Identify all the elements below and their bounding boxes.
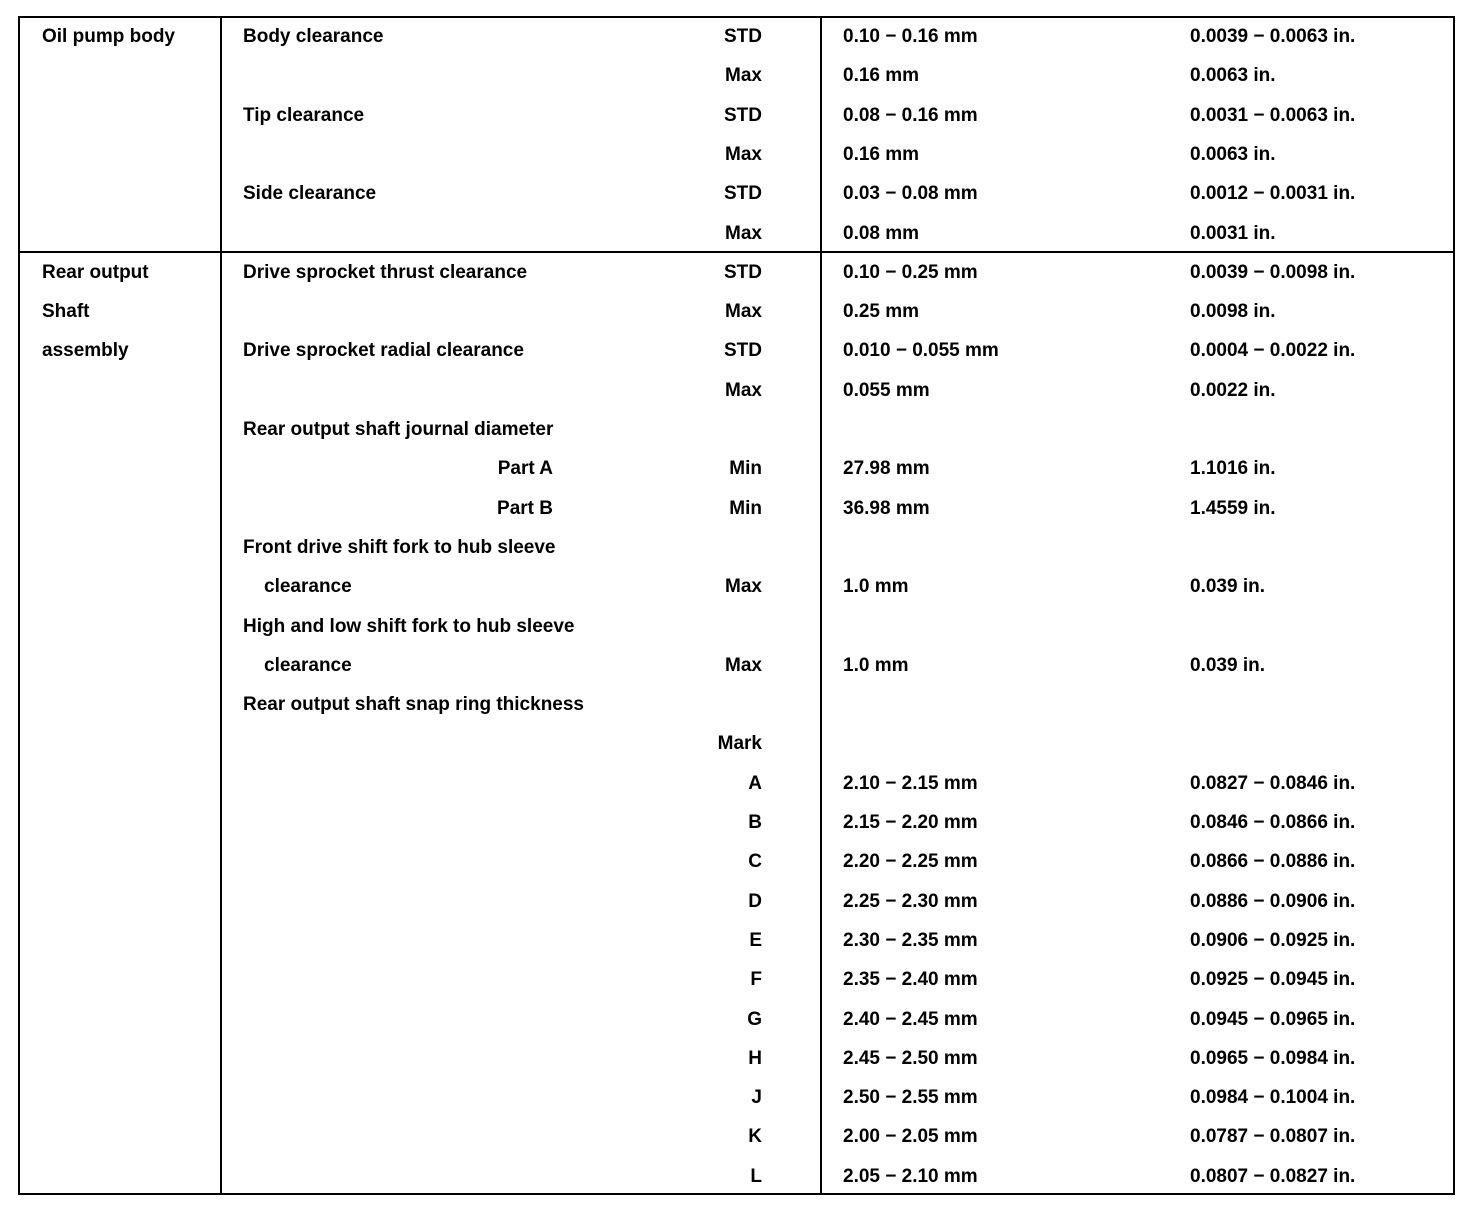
value-mm: 2.00 − 2.05 mm bbox=[843, 1126, 978, 1148]
condition-label: Max bbox=[725, 379, 762, 401]
item-label: Side clearance bbox=[243, 183, 377, 205]
value-inch: 0.0063 in. bbox=[1190, 143, 1276, 165]
column-divider bbox=[820, 18, 822, 1193]
condition-label: L bbox=[750, 1165, 762, 1187]
item-label: Drive sprocket thrust clearance bbox=[243, 261, 528, 283]
item-label: Front drive shift fork to hub sleeve bbox=[243, 536, 556, 558]
item-label: Tip clearance bbox=[243, 104, 365, 126]
value-inch: 0.0031 in. bbox=[1190, 222, 1276, 244]
item-label: Rear output shaft journal diameter bbox=[243, 419, 554, 440]
part-label: Part B bbox=[497, 497, 553, 519]
value-mm: 2.05 − 2.10 mm bbox=[843, 1165, 978, 1187]
value-inch: 0.0827 − 0.0846 in. bbox=[1190, 772, 1356, 794]
condition-label: Max bbox=[725, 301, 762, 323]
group-label: Oil pump body bbox=[42, 26, 175, 47]
value-inch: 0.0031 − 0.0063 in. bbox=[1190, 104, 1356, 126]
condition-label: STD bbox=[724, 183, 762, 205]
condition-label: Max bbox=[725, 576, 762, 598]
item-label: Body clearance bbox=[243, 26, 384, 47]
item-label: Rear output shaft snap ring thickness bbox=[243, 694, 584, 716]
condition-label: Max bbox=[725, 143, 762, 165]
condition-label: F bbox=[750, 969, 762, 991]
value-mm: 1.0 mm bbox=[843, 654, 909, 676]
condition-label: STD bbox=[724, 340, 762, 362]
condition-label: STD bbox=[724, 261, 762, 283]
value-inch: 0.0039 − 0.0063 in. bbox=[1190, 26, 1356, 47]
value-inch: 0.0886 − 0.0906 in. bbox=[1190, 890, 1356, 912]
group-label: Shaft bbox=[42, 301, 90, 323]
value-inch: 0.0945 − 0.0965 in. bbox=[1190, 1008, 1356, 1030]
value-mm: 2.15 − 2.20 mm bbox=[843, 812, 978, 833]
value-mm: 0.055 mm bbox=[843, 379, 930, 401]
condition-label: Mark bbox=[717, 733, 762, 755]
value-mm: 0.08 mm bbox=[843, 222, 920, 244]
value-mm: 0.10 − 0.25 mm bbox=[843, 261, 978, 283]
value-mm: 2.40 − 2.45 mm bbox=[843, 1008, 978, 1030]
value-inch: 0.0984 − 0.1004 in. bbox=[1190, 1087, 1356, 1109]
part-label: Part A bbox=[497, 458, 553, 480]
value-mm: 2.45 − 2.50 mm bbox=[843, 1047, 978, 1069]
value-inch: 0.0906 − 0.0925 in. bbox=[1190, 929, 1356, 951]
value-mm: 0.03 − 0.08 mm bbox=[843, 183, 978, 205]
condition-label: Max bbox=[725, 65, 762, 87]
value-inch: 0.0012 − 0.0031 in. bbox=[1190, 183, 1356, 205]
value-inch: 0.0965 − 0.0984 in. bbox=[1190, 1047, 1356, 1069]
group-label: Rear output bbox=[42, 261, 149, 283]
value-inch: 0.0004 − 0.0022 in. bbox=[1190, 340, 1356, 362]
group-label: assembly bbox=[42, 340, 129, 362]
condition-label: STD bbox=[724, 26, 762, 47]
value-mm: 36.98 mm bbox=[843, 497, 930, 519]
value-inch: 0.039 in. bbox=[1190, 576, 1265, 598]
condition-label: C bbox=[748, 851, 762, 873]
condition-label: Max bbox=[725, 654, 762, 676]
condition-label: D bbox=[748, 890, 762, 912]
condition-label: K bbox=[748, 1126, 762, 1148]
condition-label: G bbox=[747, 1008, 762, 1030]
condition-label: STD bbox=[724, 104, 762, 126]
value-inch: 1.4559 in. bbox=[1190, 497, 1276, 519]
value-mm: 2.35 − 2.40 mm bbox=[843, 969, 978, 991]
item-label: High and low shift fork to hub sleeve bbox=[243, 615, 575, 637]
value-mm: 27.98 mm bbox=[843, 458, 930, 480]
value-inch: 0.0063 in. bbox=[1190, 65, 1276, 87]
value-inch: 0.0807 − 0.0827 in. bbox=[1190, 1165, 1356, 1187]
condition-label: J bbox=[751, 1087, 762, 1109]
value-inch: 0.0846 − 0.0866 in. bbox=[1190, 812, 1356, 833]
value-inch: 0.0098 in. bbox=[1190, 301, 1276, 323]
value-inch: 1.1016 in. bbox=[1190, 458, 1276, 480]
value-mm: 2.30 − 2.35 mm bbox=[843, 929, 978, 951]
value-mm: 0.010 − 0.055 mm bbox=[843, 340, 999, 362]
value-inch: 0.0787 − 0.0807 in. bbox=[1190, 1126, 1356, 1148]
value-mm: 2.10 − 2.15 mm bbox=[843, 772, 978, 794]
item-label: Drive sprocket radial clearance bbox=[243, 340, 524, 362]
item-label-continued: clearance bbox=[264, 654, 352, 676]
value-inch: 0.0022 in. bbox=[1190, 379, 1276, 401]
value-mm: 2.20 − 2.25 mm bbox=[843, 851, 978, 873]
value-mm: 0.08 − 0.16 mm bbox=[843, 104, 978, 126]
value-mm: 2.25 − 2.30 mm bbox=[843, 890, 978, 912]
value-mm: 0.16 mm bbox=[843, 65, 920, 87]
condition-label: Min bbox=[729, 497, 762, 519]
value-mm: 0.10 − 0.16 mm bbox=[843, 26, 978, 47]
value-inch: 0.0866 − 0.0886 in. bbox=[1190, 851, 1356, 873]
value-inch: 0.039 in. bbox=[1190, 654, 1265, 676]
spec-table bbox=[18, 16, 1455, 1195]
condition-label: Min bbox=[729, 458, 762, 480]
item-label-continued: clearance bbox=[264, 576, 352, 598]
condition-label: E bbox=[749, 929, 762, 951]
condition-label: Max bbox=[725, 222, 762, 244]
condition-label: A bbox=[748, 772, 762, 794]
value-mm: 0.25 mm bbox=[843, 301, 920, 323]
condition-label: H bbox=[748, 1047, 762, 1069]
value-inch: 0.0039 − 0.0098 in. bbox=[1190, 261, 1356, 283]
value-mm: 1.0 mm bbox=[843, 576, 909, 598]
value-mm: 2.50 − 2.55 mm bbox=[843, 1087, 978, 1109]
value-mm: 0.16 mm bbox=[843, 143, 920, 165]
value-inch: 0.0925 − 0.0945 in. bbox=[1190, 969, 1356, 991]
condition-label: B bbox=[748, 812, 762, 833]
section-divider bbox=[20, 251, 1453, 253]
